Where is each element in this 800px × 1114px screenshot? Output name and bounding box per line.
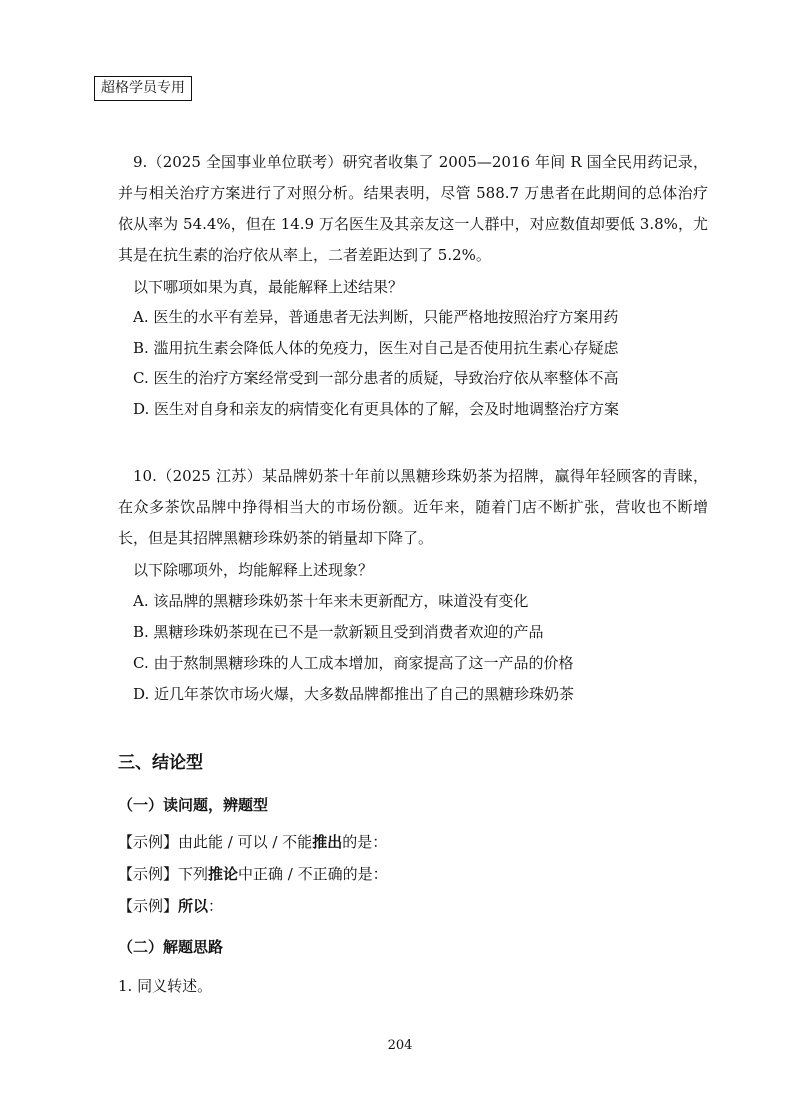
question-9-option-b: B. 滥用抗生素会降低人体的免疫力，医生对自己是否使用抗生素心存疑虑 (133, 339, 619, 357)
question-10-option-c: C. 由于熬制黑糖珍珠的人工成本增加，商家提高了这一产品的价格 (133, 654, 574, 672)
subsection-solving-approach: （二）解题思路 (118, 938, 224, 956)
example-line (118, 832, 387, 852)
section-title: 三、结论型 (118, 753, 203, 773)
question-9-option-a: A. 医生的水平有差异，普通患者无法判断，只能严格地按照治疗方案用药 (133, 308, 619, 326)
question-10-option-b: B. 黑糖珍珠奶茶现在已不是一款新颖且受到消费者欢迎的产品 (133, 623, 544, 641)
question-9-prompt: 以下哪项如果为真，最能解释上述结果？ (133, 278, 404, 296)
approach-item-1: 1. 同义转述。 (118, 977, 213, 995)
question-9-option-c: C. 医生的治疗方案经常受到一部分患者的质疑，导致治疗依从率整体不高 (133, 369, 619, 387)
example-keyword: 推出 (312, 833, 343, 851)
question-9-stem: 9.（2025 全国事业单位联考）研究者收集了 2005—2016 年间 R 国全民用药记录，并与相关治疗方案进行了对照分析。结果表明，尽管 588.7 万患者在此期间的总体治疗依从率为 54.4%，但在 14.9 万名医生及其亲友这一人群中，对应数值却要低 3.8%，尤其是在抗生素的治疗依从率上，二者差距达到了 5.2%。 (118, 153, 708, 264)
subsection-read-question: （一）读问题，辨题型 (118, 796, 269, 814)
example-prefix: 【示例】下列 (118, 865, 209, 883)
question-10-prompt: 以下除哪项外，均能解释上述现象？ (133, 561, 374, 579)
example-prefix: 【示例】 (118, 897, 179, 915)
question-10-option-d: D. 近几年茶饮市场火爆，大多数品牌都推出了自己的黑糖珍珠奶茶 (133, 685, 575, 703)
example-suffix: ： (208, 897, 224, 915)
question-10-stem: 10.（2025 江苏）某品牌奶茶十年前以黑糖珍珠奶茶为招牌，赢得年轻顾客的青睐，在众多茶饮品牌中挣得相当大的市场份额。近年来，随着门店不断扩张，营收也不断增长，但是其招牌黑糖珍珠奶茶的销量却下降了。 (118, 467, 708, 547)
page-number: 204 (387, 1038, 413, 1053)
example-line (118, 896, 223, 916)
example-suffix: 的是： (342, 833, 388, 851)
example-line (118, 864, 388, 884)
question-10-option-a: A. 该品牌的黑糖珍珠奶茶十年来未更新配方，味道没有变化 (133, 592, 529, 610)
example-keyword: 推论 (208, 865, 239, 883)
example-keyword: 所以 (178, 897, 209, 915)
example-prefix: 【示例】由此能 / 可以 / 不能 (118, 833, 313, 851)
question-9-option-d: D. 医生对自身和亲友的病情变化有更具体的了解，会及时地调整治疗方案 (133, 400, 620, 418)
example-suffix: 中正确 / 不正确的是： (238, 865, 388, 883)
student-only-tag: 超格学员专用 (94, 76, 192, 101)
